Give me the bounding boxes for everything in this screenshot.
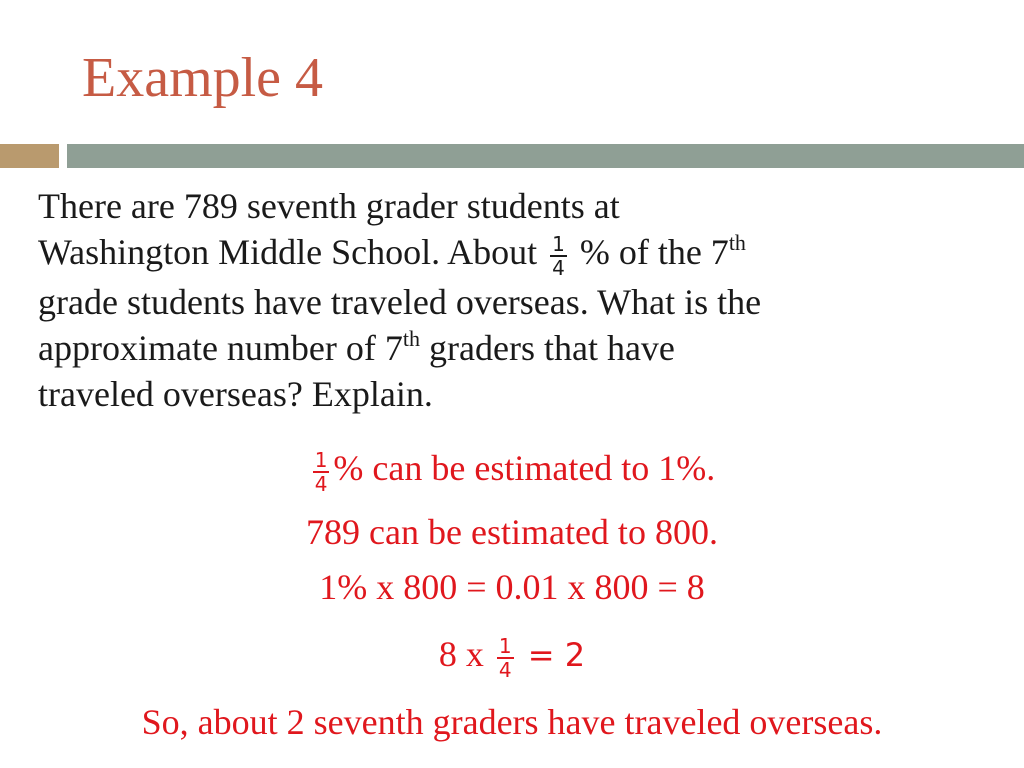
problem-line-3: grade students have traveled overseas. What is the [38,281,762,322]
problem-line-4-start: approximate number of 7 [38,327,403,368]
fraction-denominator: 4 [552,255,565,280]
slide-title: Example 4 [82,47,324,109]
accent-bar-left [0,144,59,168]
solution-step-1-text: % can be estimated to 1%. [333,448,716,488]
accent-bar-right [67,144,1024,168]
solution-step-4-start: 8 x [438,634,493,674]
problem-line-4 [38,325,998,371]
problem-line-2-end: % of the 7 [570,232,729,272]
problem-line-1: There are 789 seventh grader students at [38,186,620,226]
solution-step-4 [0,614,1024,694]
problem-statement [38,183,998,417]
solution-conclusion: So, about 2 seventh graders have traveled overseas. [141,702,883,742]
fraction-one-quarter [313,449,330,495]
solution-step-1 [0,432,1024,504]
fraction-denominator: 4 [498,657,512,682]
solution-step-2: 789 can be estimated to 800. [306,512,718,552]
fraction-numerator: 1 [552,231,565,256]
problem-line-5: traveled overseas? Explain. [38,373,433,414]
problem-line-2-start: Washington Middle School. About [38,232,547,272]
fraction-one-quarter [497,635,514,681]
fraction-one-quarter [550,233,567,279]
problem-line-2 [38,229,998,279]
solution [0,432,1024,750]
fraction-numerator: 1 [314,447,328,472]
solution-step-4-end: = 2 [517,636,586,674]
solution-step-3: 1% x 800 = 0.01 x 800 = 8 [319,567,705,607]
superscript-th: th [728,230,746,255]
fraction-numerator: 1 [498,633,512,658]
fraction-denominator: 4 [314,471,328,496]
problem-line-4-end: graders that have [420,327,675,368]
superscript-th: th [402,325,421,351]
